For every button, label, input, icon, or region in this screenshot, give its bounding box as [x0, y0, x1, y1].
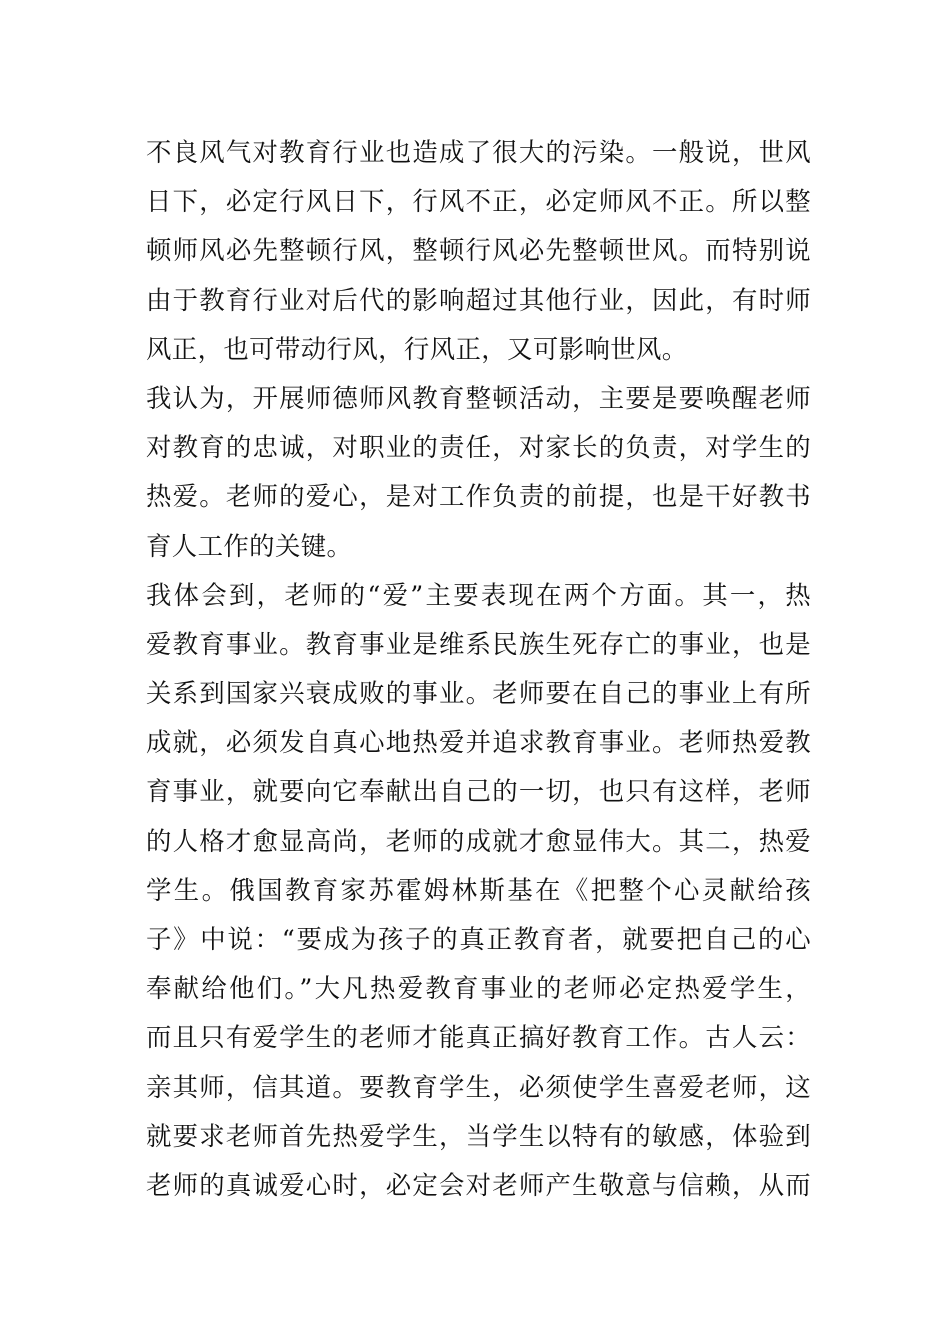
text-line: 我认为，开展师德师风教育整顿活动，主要是要唤醒老师	[146, 382, 811, 413]
text-line: 亲其师，信其道。要教育学生，必须使学生喜爱老师，这	[146, 1071, 811, 1102]
text-line: 而且只有爱学生的老师才能真正搞好教育工作。古人云：	[146, 1022, 811, 1053]
text-line: 育事业，就要向它奉献出自己的一切，也只有这样，老师	[146, 776, 811, 807]
text-line: 对教育的忠诚，对职业的责任，对家长的负责，对学生的	[146, 432, 811, 463]
text-line: 热爱。老师的爱心，是对工作负责的前提，也是干好教书	[146, 481, 811, 512]
text-line: 我体会到，老师的“爱”主要表现在两个方面。其一，热	[146, 579, 811, 610]
text-line: 子》中说：“要成为孩子的真正教育者，就要把自己的心	[146, 924, 811, 954]
text-line: 老师的真诚爱心时，必定会对老师产生敬意与信赖，从而	[146, 1169, 811, 1200]
text-line: 成就，必须发自真心地热爱并追求教育事业。老师热爱教	[146, 727, 811, 758]
text-line: 由于教育行业对后代的影响超过其他行业，因此，有时师	[146, 284, 811, 315]
text-line: 奉献给他们。”大凡热爱教育事业的老师必定热爱学生，	[146, 973, 811, 1004]
text-line: 就要求老师首先热爱学生，当学生以特有的敏感，体验到	[146, 1120, 811, 1151]
text-line: 风正，也可带动行风，行风正，又可影响世风。	[146, 333, 688, 364]
text-line: 关系到国家兴衰成败的事业。老师要在自己的事业上有所	[146, 678, 811, 709]
body-text	[146, 128, 811, 1210]
text-line: 顿师风必先整顿行风，整顿行风必先整顿世风。而特别说	[146, 235, 811, 266]
text-line: 爱教育事业。教育事业是维系民族生死存亡的事业，也是	[146, 628, 811, 659]
text-line: 育人工作的关键。	[146, 530, 353, 561]
text-line: 的人格才愈显高尚，老师的成就才愈显伟大。其二，热爱	[146, 825, 811, 856]
text-line: 学生。俄国教育家苏霍姆林斯基在《把整个心灵献给孩	[146, 874, 811, 905]
text-line: 不良风气对教育行业也造成了很大的污染。一般说，世风	[146, 137, 811, 167]
text-line: 日下，必定行风日下，行风不正，必定师风不正。所以整	[146, 186, 811, 217]
